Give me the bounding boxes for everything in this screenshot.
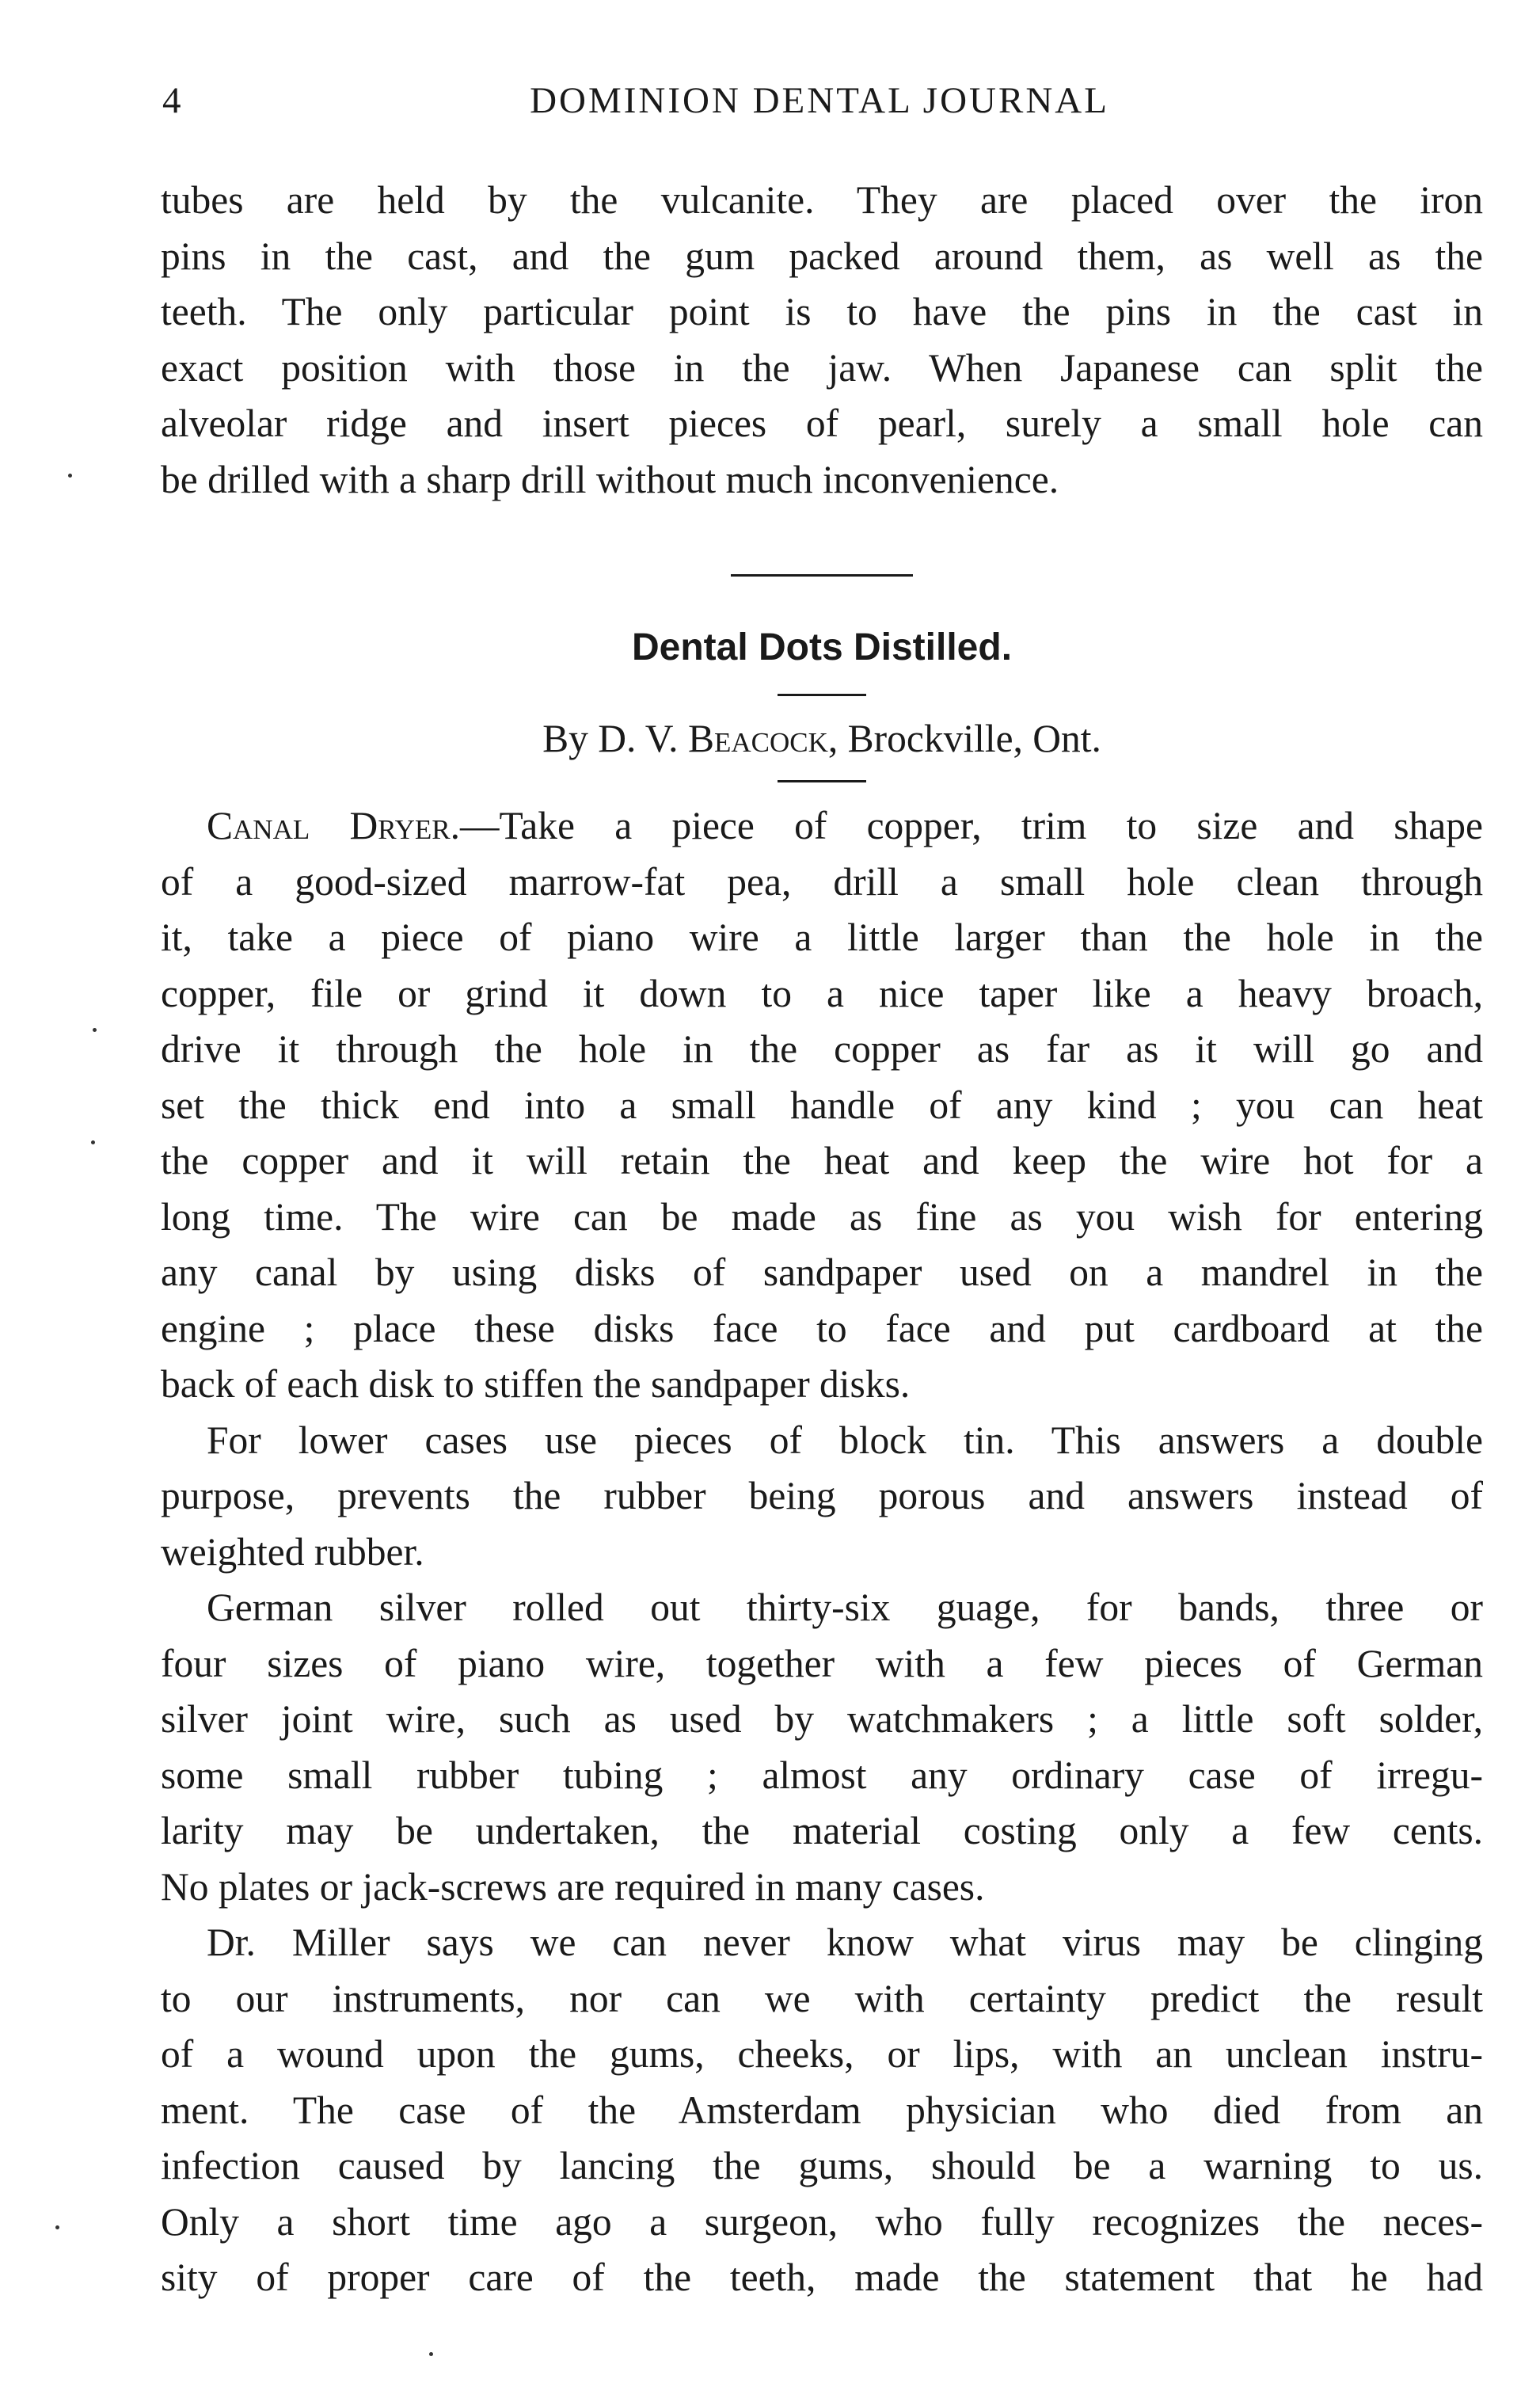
text-line: some small rubber tubing ; almost any ordinary case of irregu-	[161, 1753, 1483, 1797]
text-line: exact position with those in the jaw. When Japanese can split the	[161, 345, 1483, 390]
text-line: it, take a piece of piano wire a little larger than the hole in the	[161, 916, 1483, 959]
text-line: larity may be undertaken, the material costing only a few cents.	[161, 1809, 1483, 1852]
text-line: to our instruments, nor can we with certainty predict the result	[161, 1976, 1483, 2020]
print-speck	[91, 1140, 95, 1144]
byline-location: , Brockville, Ont.	[827, 717, 1101, 760]
text-line: set the thick end into a small handle of any kind ; you can heat	[161, 1083, 1483, 1127]
text-line: back of each disk to stiffen the sandpaper disks.	[161, 1362, 911, 1406]
text-line: drive it through the hole in the copper as far as it will go and	[161, 1027, 1483, 1071]
text-line: sity of proper care of the teeth, made the statement that he had	[161, 2256, 1483, 2299]
article-byline	[161, 715, 1483, 763]
text-line: purpose, prevents the rubber being porous and answers instead of	[161, 1474, 1483, 1517]
text-line: tubes are held by the vulcanite. They are placed over the iron	[161, 178, 1483, 222]
text-line: No plates or jack-screws are required in many cases.	[161, 1864, 985, 1909]
text-line: engine ; place these disks face to face and put cardboard at the	[161, 1306, 1483, 1350]
byline-prefix: By D. V.	[542, 717, 679, 760]
print-speck	[55, 2225, 59, 2229]
text-line: four sizes of piano wire, together with a few pieces of German	[161, 1641, 1483, 1685]
text-line: infection caused by lancing the gums, should be a warning to us.	[161, 2144, 1483, 2187]
text-line: ment. The case of the Amsterdam physician who died from an	[161, 2088, 1483, 2132]
page-header	[162, 79, 1477, 135]
text-line: long time. The wire can be made as fine as you wish for entering	[161, 1194, 1483, 1239]
text-line: any canal by using disks of sandpaper used on a mandrel in the	[161, 1251, 1483, 1294]
print-speck	[93, 1028, 97, 1032]
print-speck	[429, 2352, 433, 2356]
text-line: For lower cases use pieces of block tin. This answers a double	[207, 1418, 1483, 1462]
text-line: of a good-sized marrow-fat pea, drill a small hole clean through	[161, 859, 1483, 904]
text-line: weighted rubber.	[161, 1529, 424, 1574]
paragraph-block-tin	[161, 1413, 1483, 1581]
text-line: Dr. Miller says we can never know what virus may be clinging	[207, 1921, 1483, 1964]
text-line: of a wound upon the gums, cheeks, or lips, with an unclean instru-	[161, 2032, 1483, 2076]
text-line: teeth. The only particular point is to have the pins in the cast in	[161, 290, 1483, 333]
byline-divider	[778, 780, 866, 782]
continued-paragraph	[161, 173, 1483, 508]
byline-author: Beacock	[687, 717, 828, 760]
page-number: 4	[162, 80, 182, 121]
print-speck	[68, 474, 72, 478]
text-line: Only a short time ago a surgeon, who fully recognizes the neces-	[161, 2199, 1483, 2244]
paragraph-lead: Canal Dryer.	[207, 804, 461, 847]
paragraph-canal-dryer	[161, 798, 1483, 1413]
text-line: copper, file or grind it down to a nice taper like a heavy broach,	[161, 971, 1483, 1015]
text-line: alveolar ridge and insert pieces of pearl, surely a small hole can	[161, 402, 1483, 445]
running-head: DOMINION DENTAL JOURNAL	[530, 80, 1109, 121]
text-line: German silver rolled out thirty-six guage, for bands, three or	[207, 1586, 1483, 1629]
text-line: pins in the cast, and the gum packed around them, as well as the	[161, 234, 1483, 278]
text-line: be drilled with a sharp drill without much inconvenience.	[161, 457, 1059, 501]
page-content	[161, 173, 1483, 2306]
section-divider	[731, 574, 913, 577]
paragraph-german-silver	[161, 1580, 1483, 1915]
article-title: Dental Dots Distilled.	[631, 626, 1013, 668]
text-line: the copper and it will retain the heat and keep the wire hot for a	[161, 1139, 1483, 1182]
text-line: Canal Dryer.—Take a piece of copper, trim to size and shape	[207, 804, 1483, 847]
paragraph-dr-miller	[161, 1915, 1483, 2306]
text-line: silver joint wire, such as used by watchmakers ; a little soft solder,	[161, 1697, 1483, 1741]
title-divider	[778, 694, 866, 696]
